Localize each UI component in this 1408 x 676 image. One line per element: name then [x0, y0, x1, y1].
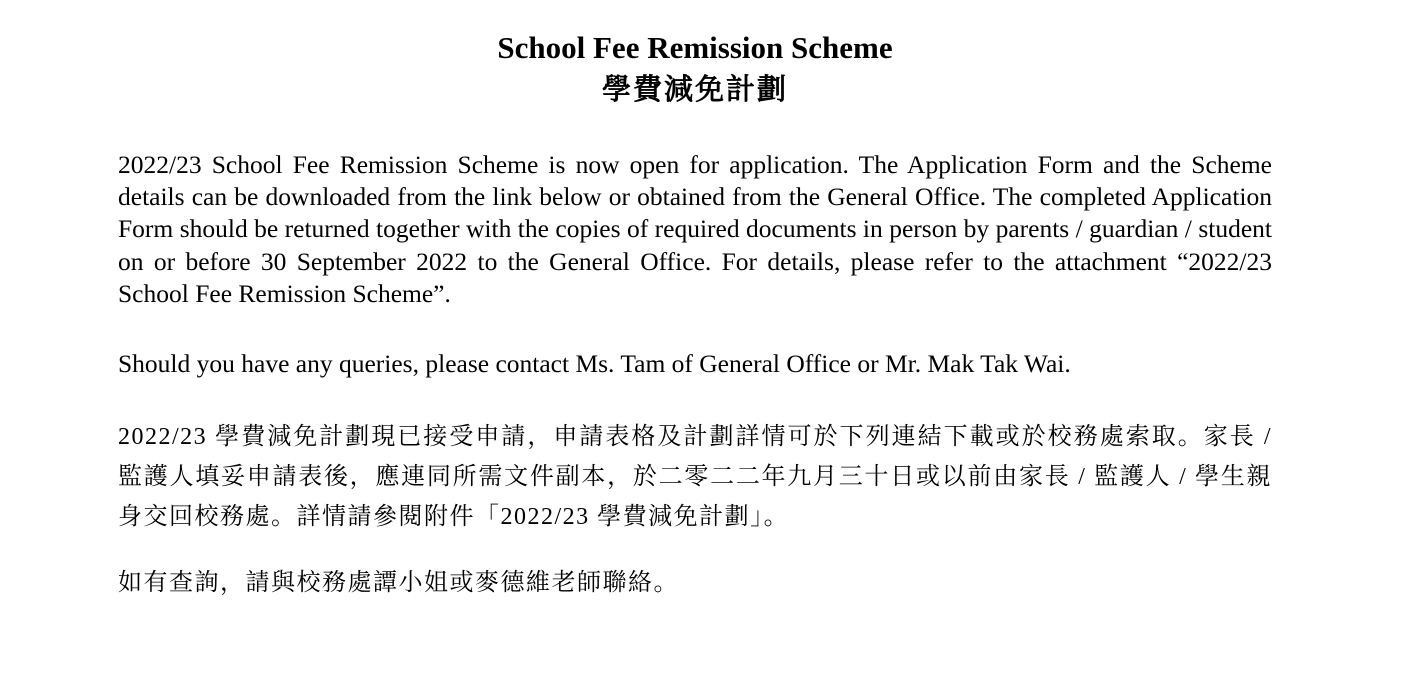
- page-title-chinese: 學費減免計劃: [601, 74, 788, 106]
- english-contact-paragraph: Should you have any queries, please contact Ms. Tam of General Office or Mr. Mak Tak Wai.: [118, 349, 1071, 378]
- english-notice-paragraph: 2022/23 School Fee Remission Scheme is now open for application. The Application Form and the Scheme details can be downloaded from the link below or obtained from the General Office. The completed Application Form should be returned together with the copies of required documents in person by parents / guardian / student on or before 30 September 2022 to the General Office. For details, please refer to the attachment “2022/23 School Fee Remission Scheme”.: [118, 150, 1272, 308]
- chinese-contact-paragraph: 如有查詢，請與校務處譚小姐或麥德維老師聯絡。: [118, 570, 679, 596]
- chinese-notice-paragraph: 2022/23 學費減免計劃現已接受申請，申請表格及計劃詳情可於下列連結下載或於校務處索取。家長 / 監護人填妥申請表後，應連同所需文件副本，於二零二二年九月三十日或以前由家長 / 監護人 / 學生親身交回校務處。詳情請參閱附件「2022/23 學費減免計劃」。: [118, 424, 1272, 530]
- page-title-english: School Fee Remission Scheme: [497, 30, 893, 65]
